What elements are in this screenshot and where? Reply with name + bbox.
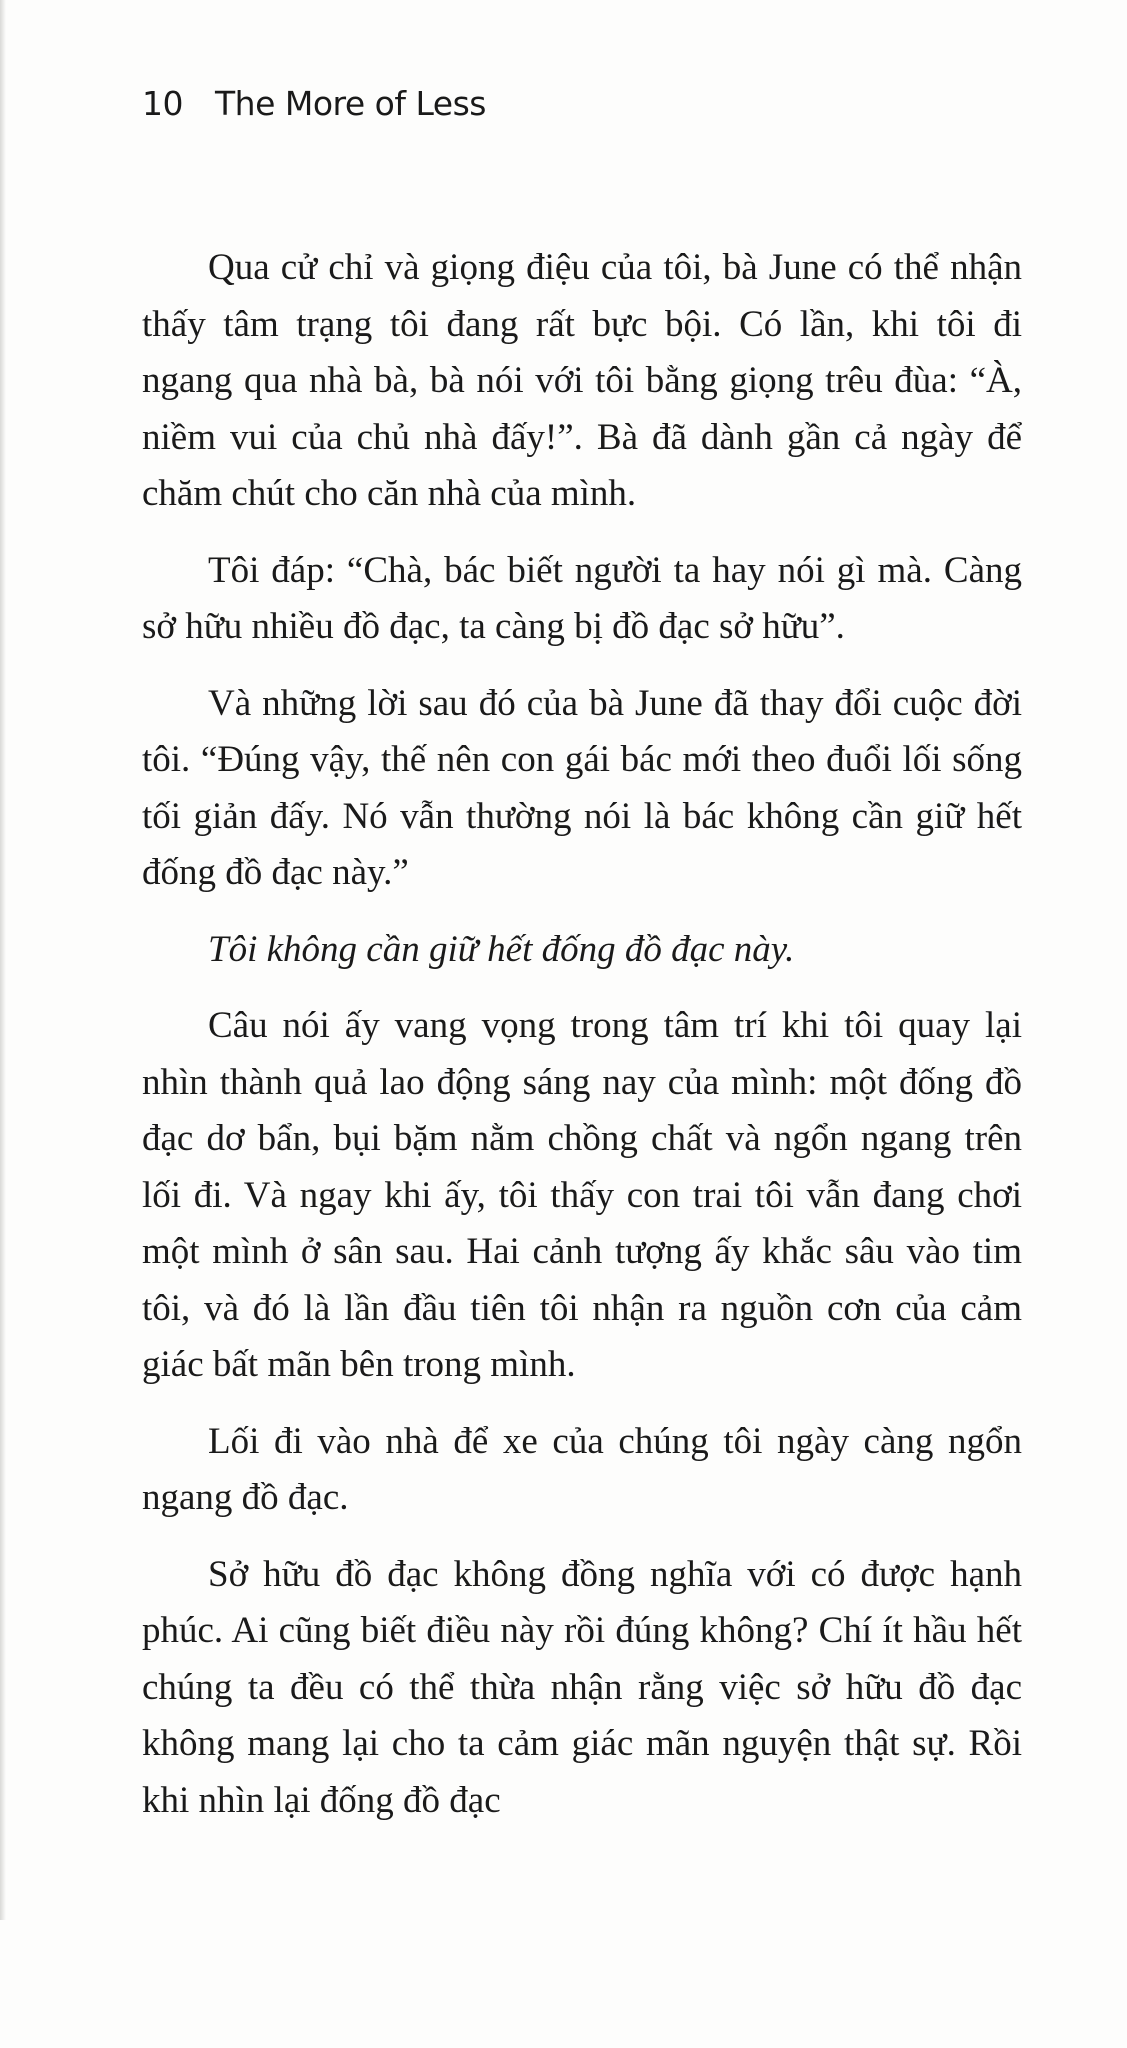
page-gutter-shadow — [0, 0, 6, 1920]
paragraph: Qua cử chỉ và giọng điệu của tôi, bà June có thể nhận thấy tâm trạng tôi đang rất bực bội. Có lần, khi tôi đi ngang qua nhà bà, bà nói với tôi bằng giọng trêu đùa: “À, niềm vui của chủ nhà đấy!”. Bà đã dành gần cả ngày để chăm chút cho căn nhà của mình. — [142, 247, 1022, 514]
book-title: The More of Less — [215, 84, 486, 123]
running-header — [142, 84, 486, 123]
paragraph: Và những lời sau đó của bà June đã thay đổi cuộc đời tôi. “Đúng vậy, thế nên con gái bác mới theo đuổi lối sống tối giản đấy. Nó vẫn thường nói là bác không cần giữ hết đống đồ đạc này.” — [142, 682, 1022, 893]
body-text — [142, 240, 1022, 1849]
paragraph: Lối đi vào nhà để xe của chúng tôi ngày càng ngổn ngang đồ đạc. — [142, 1420, 1022, 1518]
paragraph: Tôi đáp: “Chà, bác biết người ta hay nói gì mà. Càng sở hữu nhiều đồ đạc, ta càng bị đồ đạc sở hữu”. — [142, 549, 1022, 647]
paragraph: Sở hữu đồ đạc không đồng nghĩa với có được hạnh phúc. Ai cũng biết điều này rồi đúng không? Chí ít hầu hết chúng ta đều có thể thừa nhận rằng việc sở hữu đồ đạc không mang lại cho ta cảm giác mãn nguyện thật sự. Rồi khi nhìn lại đống đồ đạc — [142, 1553, 1022, 1821]
italic-emphasis-line: Tôi không cần giữ hết đống đồ đạc này. — [208, 928, 795, 970]
paragraph: Câu nói ấy vang vọng trong tâm trí khi tôi quay lại nhìn thành quả lao động sáng nay của mình: một đống đồ đạc dơ bẩn, bụi bặm nằm chồng chất và ngổn ngang trên lối đi. Và ngay khi ấy, tôi thấy con trai tôi vẫn đang chơi một mình ở sân sau. Hai cảnh tượng ấy khắc sâu vào tim tôi, và đó là lần đầu tiên tôi nhận ra nguồn cơn của cảm giác bất mãn bên trong mình. — [142, 1005, 1022, 1385]
page-number: 10 — [142, 84, 183, 123]
